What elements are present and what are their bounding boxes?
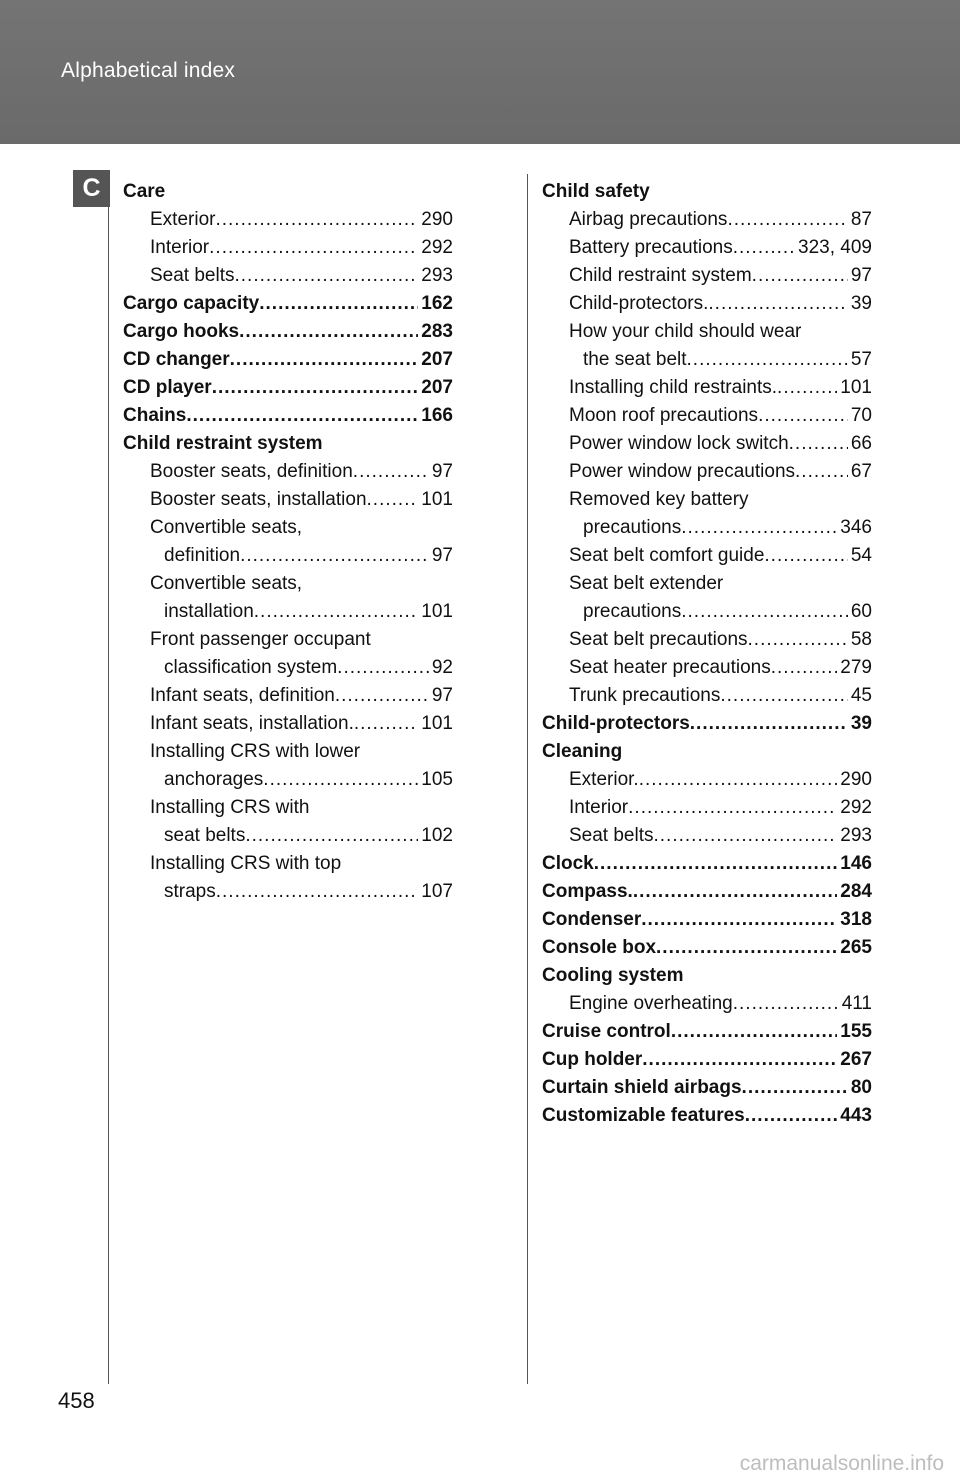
page-reference: 45	[850, 685, 872, 706]
dot-leader	[230, 346, 419, 374]
index-term: Child restraint system	[123, 433, 323, 454]
index-term: Seat belt comfort guide	[569, 545, 765, 566]
index-entry	[123, 262, 453, 290]
dot-leader	[639, 766, 838, 794]
index-term: precautions	[583, 601, 682, 622]
index-column-right	[542, 178, 872, 1130]
index-entry	[123, 178, 453, 206]
index-term: Child safety	[542, 181, 650, 202]
page-reference: 101	[421, 713, 453, 734]
dot-leader	[186, 402, 418, 430]
index-term: Seat heater precautions	[569, 657, 771, 678]
dot-leader	[654, 822, 838, 850]
dot-leader	[777, 374, 837, 402]
index-term: installation	[164, 601, 254, 622]
dot-leader	[628, 794, 837, 822]
page-reference: 265	[840, 937, 872, 958]
index-term: Exterior	[150, 209, 216, 230]
index-entry	[542, 682, 872, 710]
index-entry	[123, 570, 453, 598]
dot-leader	[239, 318, 418, 346]
page-reference: 80	[850, 1077, 872, 1098]
index-term: Infant seats, installation.	[150, 713, 354, 734]
dot-leader	[771, 654, 838, 682]
index-term: Chains	[123, 405, 187, 426]
index-entry	[542, 626, 872, 654]
index-entry	[542, 346, 872, 374]
page-reference: 290	[421, 209, 453, 230]
index-entry	[542, 402, 872, 430]
page-reference: 293	[421, 265, 453, 286]
dot-leader	[245, 822, 418, 850]
page-reference: 155	[840, 1021, 872, 1042]
page-reference: 292	[840, 797, 872, 818]
page-reference: 166	[421, 405, 453, 426]
index-entry	[542, 542, 872, 570]
page-number: 458	[58, 1388, 95, 1413]
index-entry	[542, 794, 872, 822]
index-term: Trunk precautions	[569, 685, 721, 706]
index-entry	[123, 290, 453, 318]
dot-leader	[240, 542, 429, 570]
watermark: carmanualsonline.info	[739, 1452, 944, 1475]
dot-leader	[742, 1074, 848, 1102]
index-entry	[123, 626, 453, 654]
dot-leader	[687, 346, 848, 374]
page-reference: 292	[421, 237, 453, 258]
page-reference: 107	[421, 881, 453, 902]
page-reference: 60	[850, 601, 872, 622]
dot-leader	[641, 906, 837, 934]
page-reference: 323, 409	[798, 237, 872, 258]
page-reference: 346	[840, 517, 872, 538]
dot-leader	[209, 234, 418, 262]
index-entry	[542, 1074, 872, 1102]
section-letter-tab: C	[73, 170, 110, 207]
index-term: Airbag precautions	[569, 209, 728, 230]
page-reference: 66	[850, 433, 872, 454]
index-term: Installing CRS with	[150, 797, 310, 818]
dot-leader	[642, 1046, 837, 1074]
index-term: Cargo hooks	[123, 321, 240, 342]
index-term: precautions	[583, 517, 682, 538]
index-entry	[542, 766, 872, 794]
index-entry	[542, 738, 872, 766]
index-term: Moon roof precautions	[569, 405, 759, 426]
index-term: Booster seats, definition	[150, 461, 353, 482]
dot-leader	[259, 290, 418, 318]
index-term: seat belts	[164, 825, 246, 846]
index-column-left	[123, 178, 453, 906]
page-reference: 57	[850, 349, 872, 370]
index-entry	[542, 430, 872, 458]
dot-leader	[733, 990, 839, 1018]
page-reference: 207	[421, 377, 453, 398]
index-entry	[542, 318, 872, 346]
index-term: Power window lock switch	[569, 433, 789, 454]
dot-leader	[748, 626, 848, 654]
dot-leader	[681, 514, 837, 542]
index-term: Cargo capacity	[123, 293, 260, 314]
index-entry	[542, 1046, 872, 1074]
index-entry	[123, 234, 453, 262]
index-entry	[123, 514, 453, 542]
page-reference: 97	[850, 265, 872, 286]
left-margin-rule	[108, 174, 109, 1384]
index-term: Interior	[150, 237, 210, 258]
index-term: CD changer	[123, 349, 230, 370]
index-entry	[542, 234, 872, 262]
page-reference: 318	[840, 909, 872, 930]
dot-leader	[335, 682, 429, 710]
page-reference: 92	[431, 657, 453, 678]
index-term: Engine overheating	[569, 993, 733, 1014]
dot-leader	[727, 206, 847, 234]
index-entry	[123, 402, 453, 430]
dot-leader	[656, 934, 837, 962]
index-entry	[123, 486, 453, 514]
page-reference: 39	[850, 293, 872, 314]
index-term: Cleaning	[542, 741, 623, 762]
index-term: Seat belt extender	[569, 573, 724, 594]
index-entry	[542, 654, 872, 682]
index-term: Seat belt precautions	[569, 629, 748, 650]
column-divider	[527, 174, 528, 1384]
index-entry	[542, 990, 872, 1018]
index-term: Cruise control	[542, 1021, 671, 1042]
page-reference: 54	[850, 545, 872, 566]
dot-leader	[235, 262, 419, 290]
page-reference: 411	[841, 993, 872, 1014]
dot-leader	[690, 710, 848, 738]
page-reference: 67	[850, 461, 872, 482]
dot-leader	[758, 402, 848, 430]
page-reference: 39	[850, 713, 872, 734]
dot-leader	[764, 542, 847, 570]
index-entry	[542, 178, 872, 206]
index-entry	[123, 430, 453, 458]
index-term: Removed key battery	[569, 489, 749, 510]
index-term: the seat belt	[583, 349, 687, 370]
index-term: Condenser	[542, 909, 642, 930]
index-entry	[542, 1018, 872, 1046]
page-reference: 284	[840, 881, 872, 902]
index-term: definition	[164, 545, 241, 566]
page-reference: 267	[840, 1049, 872, 1070]
index-term: straps	[164, 881, 216, 902]
index-term: anchorages	[164, 769, 264, 790]
dot-leader	[212, 374, 419, 402]
index-term: Installing CRS with top	[150, 853, 342, 874]
dot-leader	[708, 290, 847, 318]
index-entry	[542, 458, 872, 486]
index-entry	[542, 850, 872, 878]
dot-leader	[594, 850, 838, 878]
index-term: Installing CRS with lower	[150, 741, 361, 762]
index-term: Battery precautions	[569, 237, 733, 258]
page-reference: 87	[850, 209, 872, 230]
header-title: Alphabetical index	[61, 59, 236, 82]
index-term: Compass.	[542, 881, 633, 902]
index-entry	[123, 766, 453, 794]
index-entry	[542, 710, 872, 738]
index-entry	[123, 738, 453, 766]
index-entry	[542, 374, 872, 402]
index-term: Exterior.	[569, 769, 639, 790]
dot-leader	[733, 234, 795, 262]
index-entry	[542, 262, 872, 290]
index-term: Curtain shield airbags	[542, 1077, 742, 1098]
index-term: Front passenger occupant	[150, 629, 371, 650]
index-entry	[542, 206, 872, 234]
dot-leader	[216, 878, 419, 906]
index-entry	[542, 822, 872, 850]
index-entry	[123, 458, 453, 486]
index-term: Power window precautions	[569, 461, 796, 482]
page-reference: 70	[850, 405, 872, 426]
index-entry	[542, 878, 872, 906]
page-reference: 58	[850, 629, 872, 650]
index-entry	[123, 822, 453, 850]
index-entry	[123, 318, 453, 346]
page-reference: 97	[431, 461, 453, 482]
page-reference: 162	[421, 293, 453, 314]
page-reference: 101	[421, 601, 453, 622]
index-term: How your child should wear	[569, 321, 802, 342]
index-entry	[542, 906, 872, 934]
index-term: Convertible seats,	[150, 573, 303, 594]
index-entry	[123, 878, 453, 906]
index-term: Installing child restraints.	[569, 377, 778, 398]
page-reference: 105	[421, 769, 453, 790]
index-term: Console box	[542, 937, 657, 958]
index-entry	[123, 710, 453, 738]
page-reference: 101	[840, 377, 872, 398]
page-reference: 443	[840, 1105, 872, 1126]
index-entry	[123, 542, 453, 570]
page-reference: 97	[431, 545, 453, 566]
page-reference: 97	[431, 685, 453, 706]
index-term: Child restraint system	[569, 265, 752, 286]
index-entry	[123, 794, 453, 822]
index-entry	[123, 850, 453, 878]
page-reference: 293	[840, 825, 872, 846]
index-term: Child-protectors	[542, 713, 690, 734]
page-reference: 146	[840, 853, 872, 874]
dot-leader	[354, 710, 418, 738]
index-entry	[123, 654, 453, 682]
index-entry	[123, 682, 453, 710]
dot-leader	[720, 682, 847, 710]
index-entry	[542, 598, 872, 626]
index-term: Convertible seats,	[150, 517, 303, 538]
dot-leader	[215, 206, 418, 234]
index-entry	[123, 206, 453, 234]
dot-leader	[254, 598, 419, 626]
index-entry	[542, 1102, 872, 1130]
index-term: Seat belts	[150, 265, 235, 286]
index-entry	[123, 374, 453, 402]
page-reference: 102	[421, 825, 453, 846]
dot-leader	[353, 458, 429, 486]
page-reference: 207	[421, 349, 453, 370]
index-term: Interior	[569, 797, 629, 818]
index-term: Child-protectors.	[569, 293, 709, 314]
page-reference: 279	[840, 657, 872, 678]
index-term: classification system	[164, 657, 338, 678]
index-term: Seat belts	[569, 825, 654, 846]
index-term: Care	[123, 181, 166, 202]
index-entry	[542, 962, 872, 990]
dot-leader	[671, 1018, 837, 1046]
page-header	[0, 0, 960, 144]
index-term: Cup holder	[542, 1049, 643, 1070]
dot-leader	[337, 654, 429, 682]
index-term: Clock	[542, 853, 594, 874]
index-entry	[542, 486, 872, 514]
index-term: Customizable features	[542, 1105, 745, 1126]
dot-leader	[795, 458, 848, 486]
page-reference: 101	[421, 489, 453, 510]
index-term: Cooling system	[542, 965, 684, 986]
index-entry	[123, 598, 453, 626]
dot-leader	[789, 430, 848, 458]
dot-leader	[633, 878, 837, 906]
index-term: Booster seats, installation	[150, 489, 367, 510]
dot-leader	[681, 598, 848, 626]
dot-leader	[263, 766, 418, 794]
page-reference: 283	[421, 321, 453, 342]
dot-leader	[367, 486, 419, 514]
index-entry	[542, 934, 872, 962]
index-entry	[542, 514, 872, 542]
index-entry	[542, 290, 872, 318]
dot-leader	[752, 262, 848, 290]
index-entry	[542, 570, 872, 598]
page-reference: 290	[840, 769, 872, 790]
index-entry	[123, 346, 453, 374]
index-term: Infant seats, definition	[150, 685, 335, 706]
index-term: CD player	[123, 377, 212, 398]
dot-leader	[745, 1102, 838, 1130]
